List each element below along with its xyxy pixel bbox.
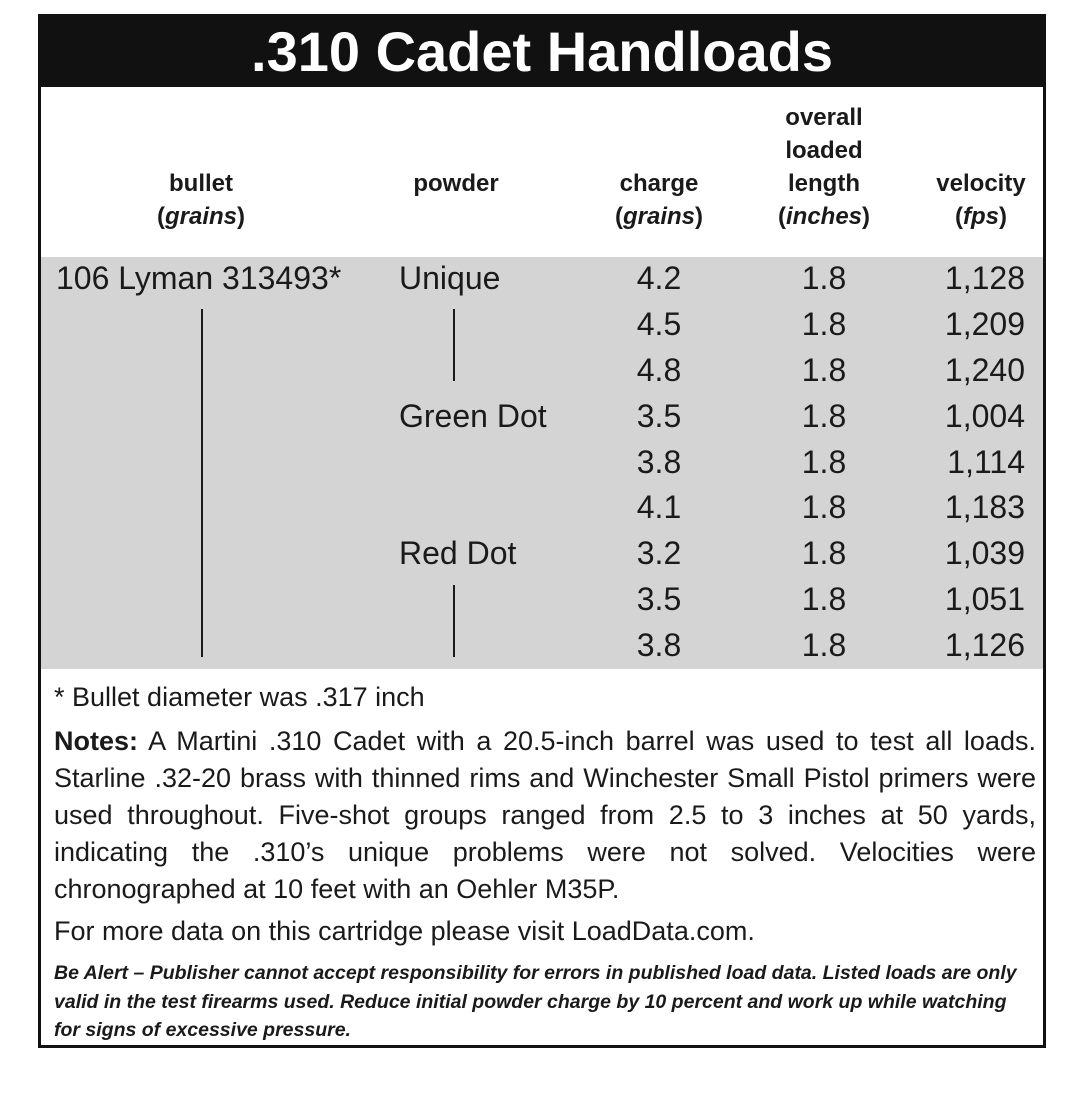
footnote: * Bullet diameter was .317 inch [54, 682, 425, 712]
alert-disclaimer: Be Alert – Publisher cannot accept responsibility for errors in published load data. Listed loads are only valid in the test firearms used. Reduce initial powder charge by 10 percent and work up while watching for signs of excessive pressure. [54, 962, 1017, 1041]
velocity-cell: 1,240 [944, 352, 1025, 388]
velocity-cell: 1,128 [944, 260, 1025, 296]
header-bullet: bullet (grains) [156, 170, 246, 230]
charge-cell: 4.5 [636, 306, 682, 342]
bullet-span-line [201, 309, 203, 657]
charge-cell: 3.5 [636, 581, 682, 617]
oal-cell: 1.8 [801, 398, 847, 434]
notes-label: Notes: [54, 726, 139, 756]
charge-cell: 3.8 [636, 627, 682, 663]
charge-cell: 3.5 [636, 398, 682, 434]
velocity-cell: 1,114 [947, 444, 1025, 480]
velocity-cell: 1,039 [944, 535, 1025, 571]
oal-cell: 1.8 [801, 260, 847, 296]
oal-cell: 1.8 [801, 444, 847, 480]
velocity-cell: 1,183 [944, 489, 1025, 525]
charge-cell: 3.8 [636, 444, 682, 480]
header-charge: charge (grains) [614, 170, 704, 230]
oal-cell: 1.8 [801, 627, 847, 663]
oal-cell: 1.8 [801, 489, 847, 525]
charge-cell: 4.2 [636, 260, 682, 296]
data-band [41, 257, 1043, 669]
notes-paragraph [54, 723, 1036, 908]
velocity-cell: 1,051 [944, 581, 1025, 617]
table-title: .310 Cadet Handloads [41, 17, 1043, 87]
header-velocity: velocity (fps) [936, 170, 1026, 230]
header-overall-loaded-length: overall loaded length (inches) [777, 104, 871, 230]
oal-cell: 1.8 [801, 581, 847, 617]
oal-cell: 1.8 [801, 535, 847, 571]
velocity-cell: 1,209 [944, 306, 1025, 342]
unique-span-line [453, 309, 455, 381]
velocity-cell: 1,126 [944, 627, 1025, 663]
oal-cell: 1.8 [801, 352, 847, 388]
velocity-cell: 1,004 [944, 398, 1025, 434]
charge-cell: 4.1 [636, 489, 682, 525]
bullet-name: 106 Lyman 313493* [56, 260, 342, 296]
header-powder: powder [413, 170, 499, 197]
powder-unique: Unique [399, 260, 501, 296]
load-data-panel [38, 14, 1046, 1048]
charge-cell: 4.8 [636, 352, 682, 388]
red-dot-span-line [453, 585, 455, 657]
charge-cell: 3.2 [636, 535, 682, 571]
notes-text: A Martini .310 Cadet with a 20.5-inch barrel was used to test all loads. Starline .32-20 brass with thinned rims and Winchester Small Pistol primers were used throughout. Five-shot groups ranged from 2.5 to 3 inches at 50 yards, indicating the .310’s unique problems were not solved. Velocities were chronographed at 10 feet with an Oehler M35P. [54, 726, 1036, 904]
oal-cell: 1.8 [801, 306, 847, 342]
powder-red-dot: Red Dot [399, 535, 517, 571]
powder-green-dot: Green Dot [399, 398, 547, 434]
more-data-line: For more data on this cartridge please visit LoadData.com. [54, 916, 755, 946]
